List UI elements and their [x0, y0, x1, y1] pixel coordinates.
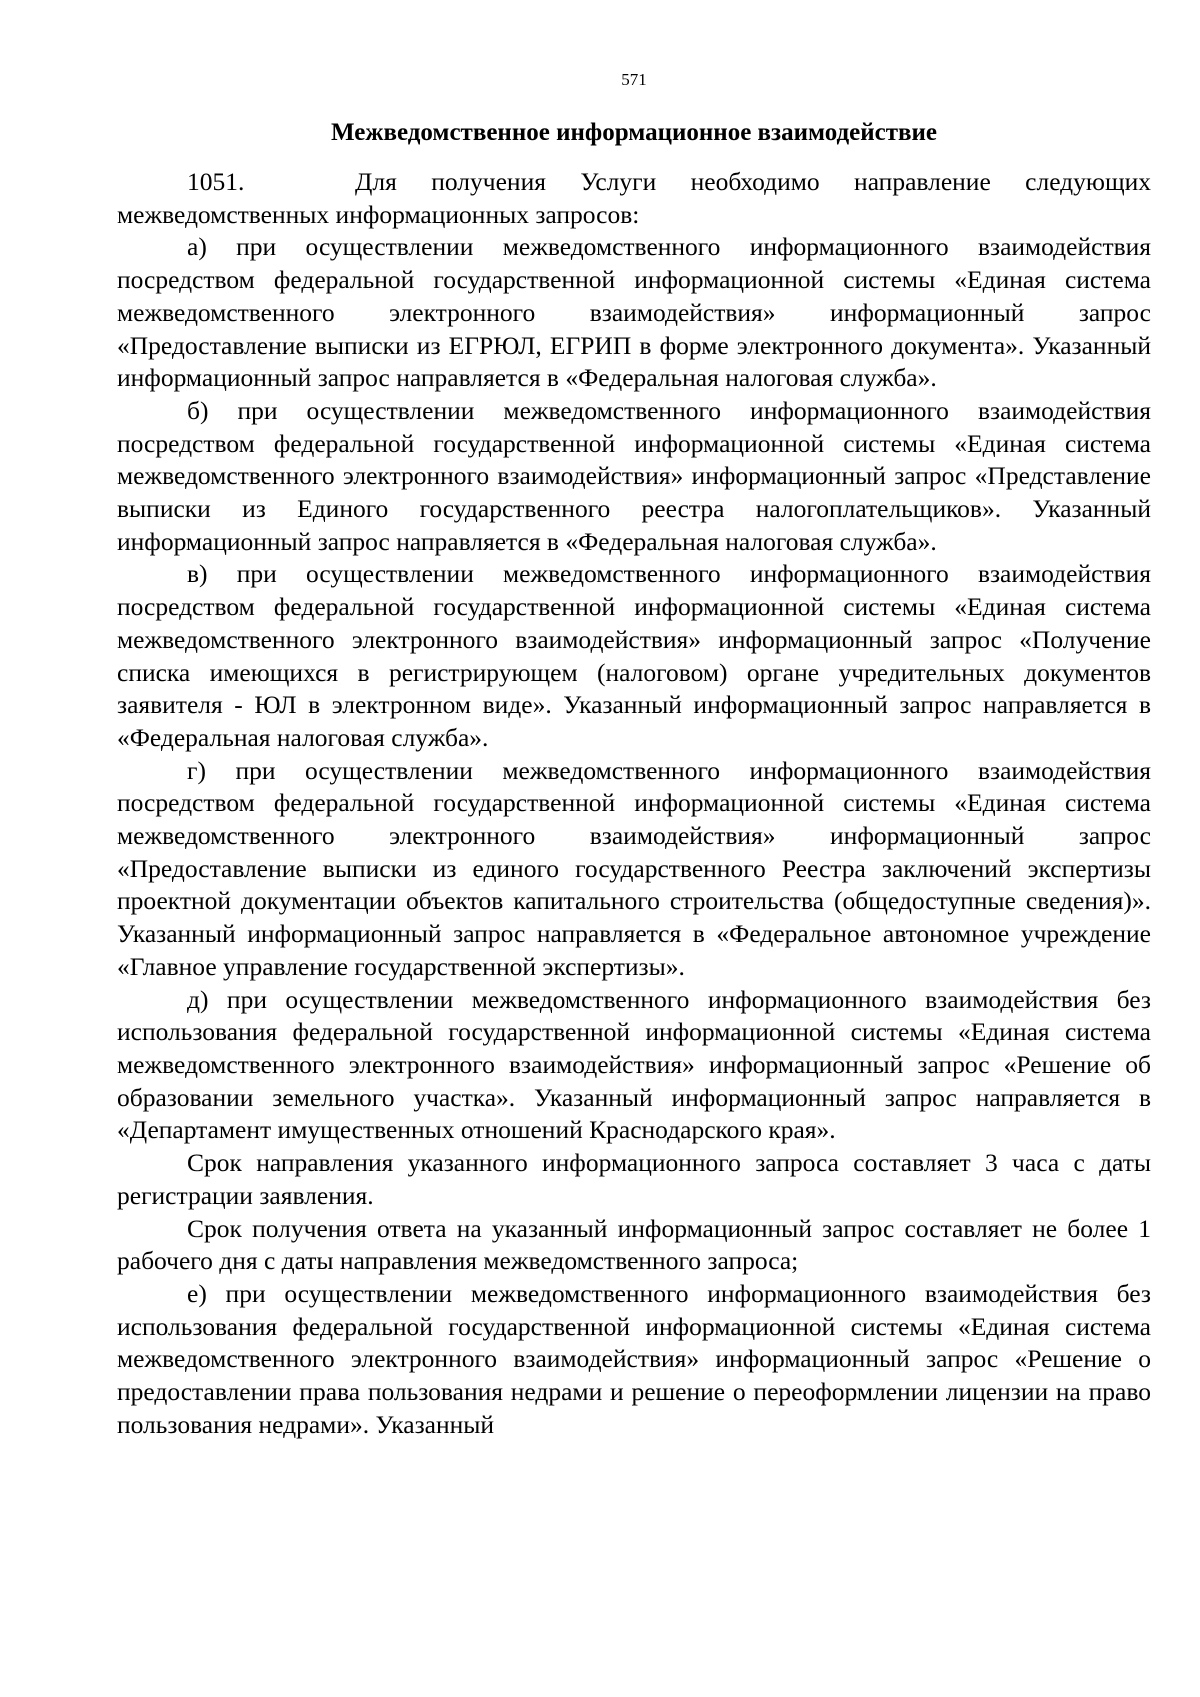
page-number: 571: [621, 70, 647, 89]
intro-paragraph: [117, 166, 1151, 231]
paragraph-a: а) при осуществлении межведомственного информационного взаимодействия посредством федеральной государственной информационной системы «Единая система межведомственного электронного взаимодействия» информационный запрос «Предоставление выписки из ЕГРЮЛ, ЕГРИП в форме электронного документа». Указанный информационный запрос направляется в «Федеральная налоговая служба».: [117, 232, 1151, 393]
paragraph-response-deadline: Срок получения ответа на указанный информационный запрос составляет не более 1 рабочего дня с даты направления межведомственного запроса;: [117, 1213, 1151, 1276]
paragraph-number: 1051.: [187, 167, 245, 196]
section-title: Межведомственное информационное взаимодействие: [331, 119, 937, 146]
paragraph-b: б) при осуществлении межведомственного информационного взаимодействия посредством федеральной государственной информационной системы «Единая система межведомственного электронного взаимодействия» информационный запрос «Представление выписки из Единого государственного реестра налогоплательщиков». Указанный информационный запрос направляется в «Федеральная налоговая служба».: [117, 395, 1151, 556]
paragraph-d: д) при осуществлении межведомственного информационного взаимодействия без использования федеральной государственной информационной системы «Единая система межведомственного электронного взаимодействия» информационный запрос «Решение об образовании земельного участка». Указанный информационный запрос направляется в «Департамент имущественных отношений Краснодарского края».: [117, 984, 1151, 1145]
paragraph-e: е) при осуществлении межведомственного информационного взаимодействия без использования федеральной государственной информационной системы «Единая система межведомственного электронного взаимодействия» информационный запрос «Решение о предоставлении права пользования недрами и решение о переоформлении лицензии на право пользования недрами». Указанный: [117, 1278, 1151, 1439]
intro-text: Для получения Услуги необходимо направление следующих межведомственных информационных запросов:: [117, 167, 1151, 229]
document-page: [117, 70, 1151, 1441]
paragraph-v: в) при осуществлении межведомственного информационного взаимодействия посредством федеральной государственной информационной системы «Единая система межведомственного электронного взаимодействия» информационный запрос «Получение списка имеющихся в регистрирующем (налоговом) органе учредительных документов заявителя - ЮЛ в электронном виде». Указанный информационный запрос направляется в «Федеральная налоговая служба».: [117, 559, 1151, 752]
paragraph-send-deadline: Срок направления указанного информационного запроса составляет 3 часа с даты регистрации заявления.: [117, 1148, 1151, 1210]
paragraph-g: г) при осуществлении межведомственного информационного взаимодействия посредством федеральной государственной информационной системы «Единая система межведомственного электронного взаимодействия» информационный запрос «Предоставление выписки из единого государственного Реестра заключений экспертизы проектной документации объектов капитального строительства (общедоступные сведения)». Указанный информационный запрос направляется в «Федеральное автономное учреждение «Главное управление государственной экспертизы».: [117, 755, 1151, 981]
